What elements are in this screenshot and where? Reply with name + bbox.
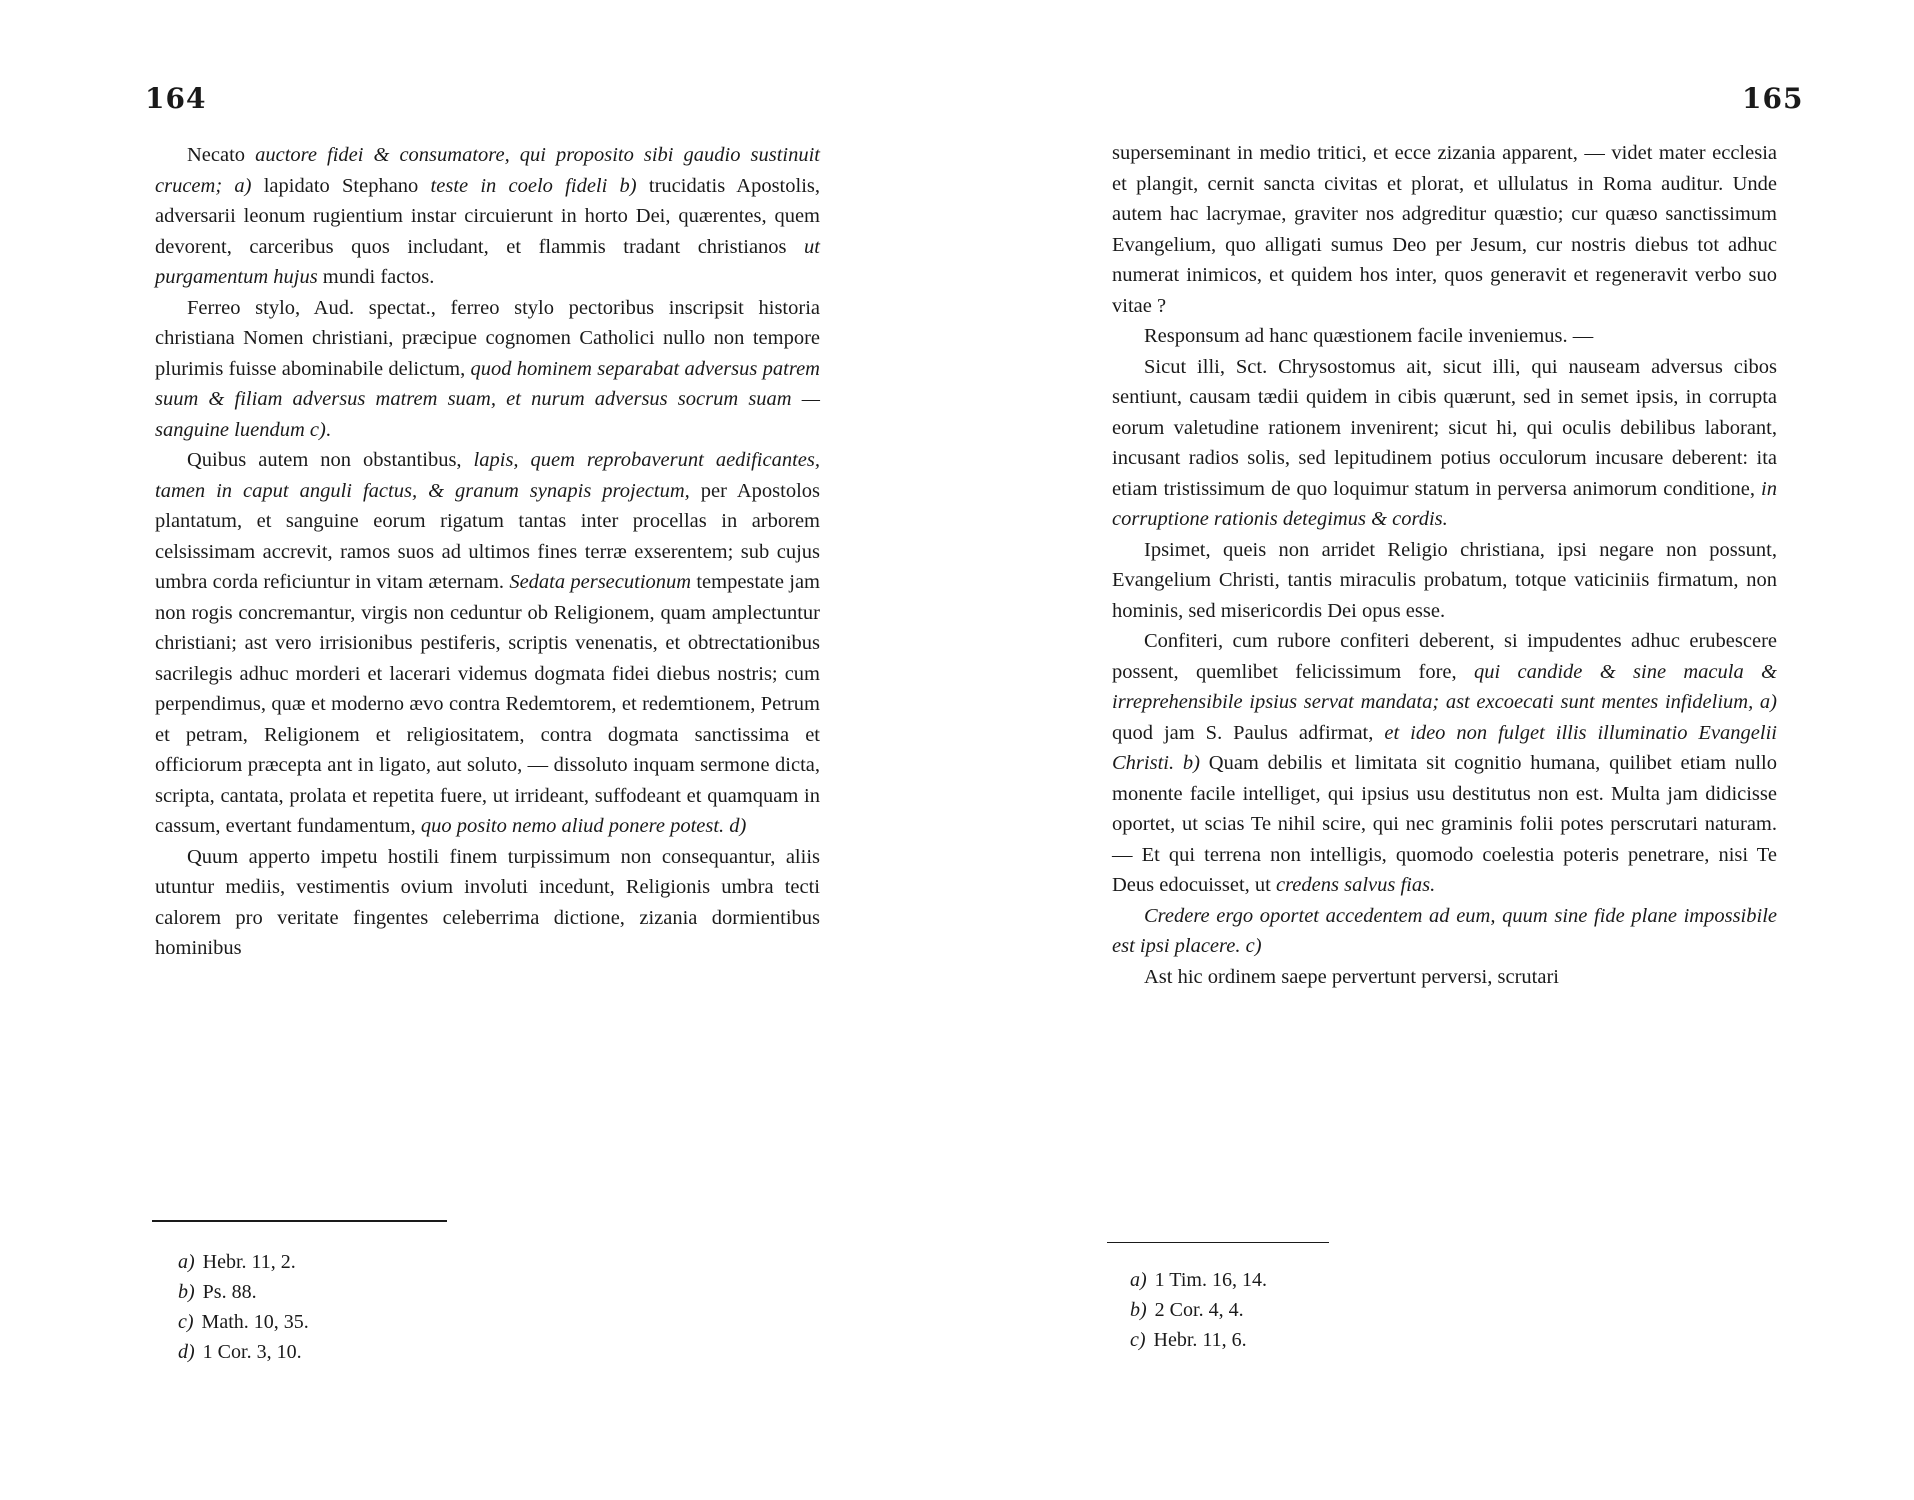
body-text bbox=[155, 140, 820, 964]
body-text bbox=[1112, 138, 1777, 992]
paragraph: Confiteri, cum rubore confiteri deberent, si impudentes adhuc erubescere possent, quemlibet felicissimum fore, qui candide & sine macula & irreprehensibile ipsius servat mandata; ast excoecati sunt mentes infidelium, a) quod jam S. Paulus adfirmat, et ideo non fulget illis illuminatio Evangelii Christi. b) Quam debilis et limitata sit cognitio humana, quilibet etiam nullo monente facile intelliget, qui ipsius usu destitutus non est. Multa jam didicisse oportet, ut scias Te nihil scire, qui nec graminis folii potes perscrutari naturam. — Et qui terrena non intelligis, quomodo coelestia poteris penetrare, nisi Te Deus edocuisset, ut credens salvus fias. bbox=[1112, 630, 1778, 896]
footnote-text: 2 Cor. 4, 4. bbox=[1154, 1299, 1244, 1321]
paragraph: superseminant in medio tritici, et ecce zizania apparent, — videt mater ecclesia et plangit, cernit sancta civitas et plorat, et ullulatus in Roma auditur. Unde autem hac lacrymae, graviter nos adgreditur quæstio; cur quæso sanctissimum Evangelium, quo alligati sumus Deo per Jesum, cur nostris diebus tot adhuc numerat inimicos, et quidem hos inter, quos generavit et regeneravit verbo suo vitae ? bbox=[1112, 142, 1777, 317]
paragraph: Ast hic ordinem saepe pervertunt perversi, scrutari bbox=[1144, 965, 1559, 988]
footnote-text: 1 Tim. 16, 14. bbox=[1154, 1269, 1267, 1291]
footnote-text: Hebr. 11, 2. bbox=[202, 1251, 296, 1273]
paragraph: Quibus autem non obstantibus, lapis, quem reprobaverunt aedificantes, tamen in caput anguli factus, & granum synapis projectum, per Apostolos plantatum, et sanguine eorum rigatum tantas inter procellas in arborem celsissimam accrevit, ramos suos ad ultimos fines terræ exserentem; sub cujus umbra corda reficiuntur in vitam æternam. Sedata persecutionum tempestate jam non rogis concremantur, virgis non ceduntur ob Religionem, quam amplectuntur christiani; ast vero irrisionibus pestiferis, scriptis venenatis, et obtrectationibus sacrilegis adhuc morderi et lacerari videmus dogmata fidei diebus nostris; cum perpendimus, quæ et moderno ævo contra Redemtorem, et redemtionem, Petrum et petram, Religionem et religiositatem, contra dogmata sanctissima et officiorum præcepta ant in ligato, aut soluto, — dissoluto inquam sermone dicta, scripta, cantata, prolata et repetita fuere, ut irrideant, suffodeant et quamquam in cassum, evertant fundamentum, quo posito nemo aliud ponere potest. d) bbox=[155, 449, 820, 837]
footnote-text: Ps. 88. bbox=[202, 1281, 257, 1303]
paragraph: Sicut illi, Sct. Chrysostomus ait, sicut illi, qui nauseam adversus cibos sentiunt, causam tædii quidem in cibis quærunt, sed in semet ipsis, in corrupta eorum valetudine rationem invenirent; sicut hi, qui oculis debilibus laborant, incusant radios solis, sed lepitudinem potius occulorum incusare deberent: ita etiam tristissimum de quo loquimur statum in perversa animorum conditione, in corruptione rationis detegimus & cordis. bbox=[1112, 355, 1777, 530]
footnote bbox=[178, 1277, 309, 1307]
footnotes bbox=[178, 1247, 309, 1367]
footnote bbox=[1130, 1295, 1267, 1325]
footnote bbox=[1130, 1265, 1267, 1295]
footnote-mark: b) bbox=[1130, 1299, 1147, 1321]
footnote-mark: b) bbox=[178, 1281, 195, 1303]
footnote-text: Math. 10, 35. bbox=[201, 1311, 309, 1333]
footnote bbox=[178, 1337, 309, 1367]
page-number: 165 bbox=[1742, 82, 1804, 115]
footnote-mark: c) bbox=[1130, 1329, 1146, 1351]
footnote-text: 1 Cor. 3, 10. bbox=[202, 1341, 302, 1363]
footnote-mark: c) bbox=[178, 1311, 194, 1333]
footnote-mark: d) bbox=[178, 1341, 195, 1363]
footnote-text: Hebr. 11, 6. bbox=[1153, 1329, 1247, 1351]
footnote bbox=[178, 1307, 309, 1337]
footnote-mark: a) bbox=[1130, 1269, 1147, 1291]
paragraph: Ferreo stylo, Aud. spectat., ferreo stylo pectoribus inscripsit historia christiana Nomen christiani, præcipue cognomen Catholici nullo non tempore plurimis fuisse abominabile delictum, quod hominem separabat adversus patrem suum & filiam adversus matrem suam, et nurum adversus socrum suam — sanguine luendum c). bbox=[155, 296, 820, 441]
right-page bbox=[957, 0, 1914, 1500]
paragraph: Responsum ad hanc quæstionem facile inveniemus. — bbox=[1144, 325, 1594, 347]
page-number: 164 bbox=[145, 82, 207, 115]
footnote-mark: a) bbox=[178, 1251, 195, 1273]
footnote bbox=[1130, 1325, 1267, 1355]
footnotes bbox=[1130, 1265, 1267, 1355]
paragraph: Ipsimet, queis non arridet Religio christiana, ipsi negare non possunt, Evangelium Christi, tantis miraculis probatum, totque vaticiniis firmatum, non hominis, sed misericordis Dei opus esse. bbox=[1112, 538, 1777, 622]
paragraph: Credere ergo oportet accedentem ad eum, quum sine fide plane impossibile est ipsi placere. c) bbox=[1112, 904, 1777, 957]
footnote-divider bbox=[152, 1220, 447, 1222]
footnote bbox=[178, 1247, 309, 1277]
paragraph: Quum apperto impetu hostili finem turpissimum non consequantur, aliis utuntur mediis, vestimentis ovium involuti incedunt, Religionis umbra tecti calorem pro veritate fingentes celeberrima dictione, zizania dormientibus hominibus bbox=[155, 845, 820, 959]
footnote-divider bbox=[1107, 1242, 1329, 1243]
paragraph: Necato auctore fidei & consumatore, qui proposito sibi gaudio sustinuit crucem; a) lapidato Stephano teste in coelo fideli b) trucidatis Apostolis, adversarii leonum rugientium instar circuierunt in horto Dei, quærentes, quem devorent, carceribus quos includant, et flammis tradant christianos ut purgamentum hujus mundi factos. bbox=[155, 144, 821, 288]
